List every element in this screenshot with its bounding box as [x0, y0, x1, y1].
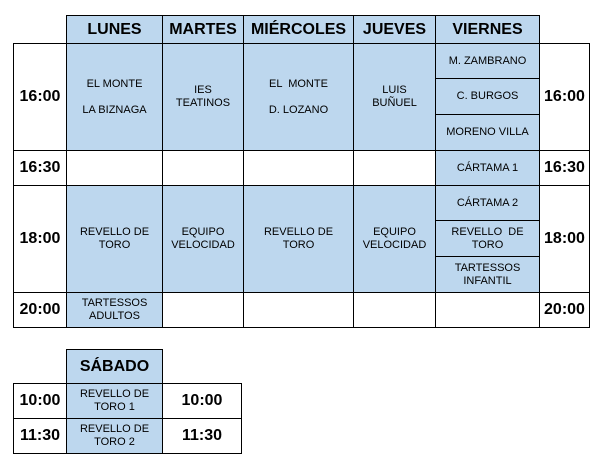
slot-viernes-1800-a: CÁRTAMA 2	[436, 186, 540, 221]
corner-blank	[540, 16, 590, 44]
time-label-right: 16:30	[540, 151, 590, 186]
slot-line: INFANTIL	[463, 274, 512, 287]
slot-line: EL MONTE	[269, 77, 328, 90]
slot-line: TORO	[98, 239, 131, 251]
slot-miercoles-1600	[244, 44, 354, 151]
slot-line: TARTESSOS	[81, 297, 148, 309]
slot-line: D. LOZANO	[268, 103, 329, 116]
corner-blank	[14, 16, 67, 44]
slot-martes-1600	[163, 44, 244, 151]
table-row	[14, 44, 590, 79]
slot-line: TEATINOS	[175, 97, 231, 109]
slot-jueves-1600	[354, 44, 436, 151]
slot-lunes-1600	[67, 44, 163, 151]
slot-line: TARTESSOS	[454, 261, 521, 274]
slot-line: EQUIPO	[373, 226, 416, 238]
slot-line: VELOCIDAD	[362, 239, 427, 251]
slot-line: LUIS	[382, 84, 407, 96]
slot-miercoles-2000	[244, 293, 354, 328]
slot-miercoles-1630	[244, 151, 354, 186]
slot-viernes-1600-a: M. ZAMBRANO	[436, 44, 540, 79]
time-label-right: 10:00	[163, 384, 242, 419]
time-label-right: 16:00	[540, 44, 590, 151]
day-header-miercoles: MIÉRCOLES	[244, 16, 354, 44]
weekly-schedule-table	[13, 15, 590, 328]
table-row	[14, 151, 590, 186]
slot-line: REVELLO DE	[79, 226, 150, 238]
slot-lunes-2000	[67, 293, 163, 328]
time-label-left: 20:00	[14, 293, 67, 328]
slot-line: REVELLO DE	[263, 226, 334, 238]
time-label-left: 18:00	[14, 186, 67, 293]
saturday-schedule-table	[13, 349, 242, 454]
day-header-viernes: VIERNES	[436, 16, 540, 44]
slot-viernes-1600-c: MORENO VILLA	[436, 115, 540, 151]
slot-line: VELOCIDAD	[171, 239, 235, 251]
corner-blank	[163, 350, 242, 384]
slot-viernes-1800-b	[436, 221, 540, 257]
slot-martes-1630	[163, 151, 244, 186]
table-row	[14, 293, 590, 328]
slot-line: LA BIZNAGA	[82, 103, 147, 116]
slot-line: REVELLO DE	[451, 225, 524, 238]
slot-miercoles-1800	[244, 186, 354, 293]
time-label-right: 11:30	[163, 419, 242, 454]
time-label-left: 10:00	[14, 384, 67, 419]
time-label-left: 16:00	[14, 44, 67, 151]
day-header-jueves: JUEVES	[354, 16, 436, 44]
corner-blank	[14, 350, 67, 384]
slot-viernes-1800-c	[436, 257, 540, 293]
time-label-left: 16:30	[14, 151, 67, 186]
time-label-right: 18:00	[540, 186, 590, 293]
slot-viernes-1600-b: C. BURGOS	[436, 79, 540, 115]
day-header-martes: MARTES	[163, 16, 244, 44]
day-header-lunes: LUNES	[67, 16, 163, 44]
time-label-left: 11:30	[14, 419, 67, 454]
slot-line: ADULTOS	[89, 310, 140, 322]
slot-line: TORO	[471, 238, 504, 251]
slot-jueves-2000	[354, 293, 436, 328]
slot-jueves-1630	[354, 151, 436, 186]
slot-lunes-1630	[67, 151, 163, 186]
slot-line: BUÑUEL	[372, 97, 417, 109]
header-row	[14, 16, 590, 44]
slot-line: EQUIPO	[181, 226, 225, 238]
slot-martes-1800	[163, 186, 244, 293]
slot-line: TORO 1	[94, 401, 135, 413]
slot-line: REVELLO DE	[79, 423, 150, 435]
slot-line: IES	[194, 84, 212, 96]
slot-line: REVELLO DE	[79, 388, 150, 400]
slot-sabado-1130	[67, 419, 163, 454]
slot-jueves-1800	[354, 186, 436, 293]
table-row	[14, 186, 590, 221]
table-row	[14, 384, 242, 419]
slot-sabado-1000	[67, 384, 163, 419]
slot-viernes-2000	[436, 293, 540, 328]
table-row	[14, 419, 242, 454]
slot-line: TORO 2	[94, 436, 135, 448]
time-label-right: 20:00	[540, 293, 590, 328]
slot-viernes-1630: CÁRTAMA 1	[436, 151, 540, 186]
slot-martes-2000	[163, 293, 244, 328]
slot-line: TORO	[282, 239, 315, 251]
day-header-sabado: SÁBADO	[67, 350, 163, 384]
slot-lunes-1800	[67, 186, 163, 293]
header-row	[14, 350, 242, 384]
slot-line: EL MONTE	[86, 77, 143, 90]
